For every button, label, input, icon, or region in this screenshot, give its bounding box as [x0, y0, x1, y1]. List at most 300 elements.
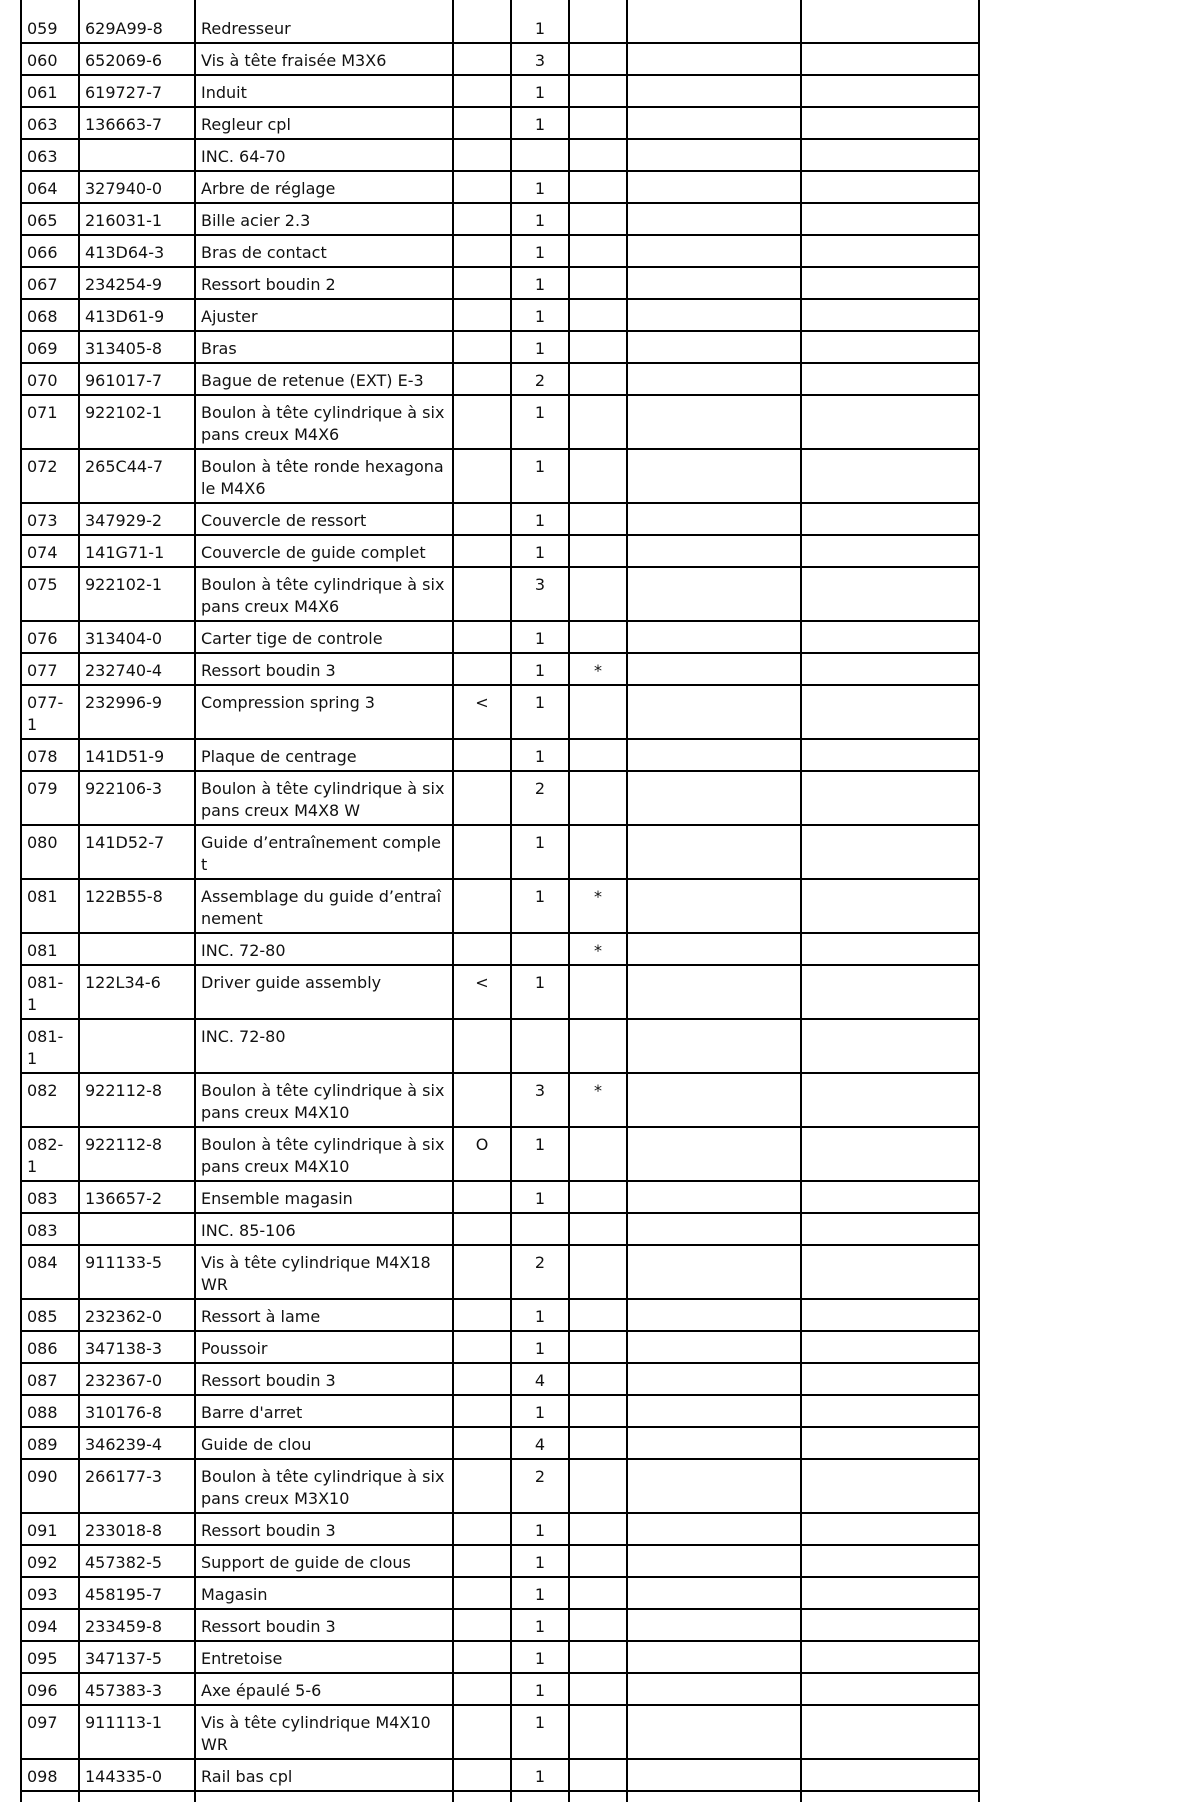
description-cell: Carter tige de controle [195, 621, 453, 653]
description-cell: Boulon à tête ronde hexagonale M4X6 [195, 449, 453, 503]
description-cell: Redresseur [195, 0, 453, 43]
note-mark-cell [569, 1641, 627, 1673]
item-number-cell: 060 [21, 43, 79, 75]
table-row [21, 1705, 979, 1759]
table-row [21, 825, 979, 879]
quantity-cell: 3 [511, 567, 569, 621]
quantity-cell: 1 [511, 621, 569, 653]
blank-cell [627, 1427, 801, 1459]
blank-cell [627, 299, 801, 331]
description-cell: Couvercle de guide complet [195, 535, 453, 567]
quantity-cell: 3 [511, 1073, 569, 1127]
description-cell: Vis à tête cylindrique M4X18 WR [195, 1245, 453, 1299]
item-number-cell: 067 [21, 267, 79, 299]
quantity-cell: 4 [511, 1363, 569, 1395]
part-number-cell: 922102-1 [79, 395, 195, 449]
note-mark-cell [569, 621, 627, 653]
table-row [21, 879, 979, 933]
part-number-cell: 413D64-3 [79, 235, 195, 267]
change-flag-cell [453, 235, 511, 267]
item-number-cell: 094 [21, 1609, 79, 1641]
table-row [21, 1641, 979, 1673]
description-cell: Entretoise [195, 1641, 453, 1673]
item-number-cell: 095 [21, 1641, 79, 1673]
part-number-cell: 234254-9 [79, 267, 195, 299]
quantity-cell: 1 [511, 235, 569, 267]
note-mark-cell [569, 299, 627, 331]
item-number-cell: 081 [21, 879, 79, 933]
note-mark-cell [569, 139, 627, 171]
quantity-cell: 1 [511, 107, 569, 139]
note-mark-cell [569, 1673, 627, 1705]
blank-cell [801, 1073, 979, 1127]
change-flag-cell [453, 879, 511, 933]
description-cell: Vis à tête fraisée M3X6 [195, 43, 453, 75]
quantity-cell: 3 [511, 43, 569, 75]
blank-cell [627, 267, 801, 299]
blank-cell [801, 299, 979, 331]
part-number-cell: 922106-3 [79, 771, 195, 825]
description-cell: Magasin [195, 1577, 453, 1609]
blank-cell [627, 0, 801, 43]
change-flag-cell [453, 299, 511, 331]
table-row-continuation [21, 1791, 979, 1802]
table-row [21, 203, 979, 235]
part-number-cell: 911113-1 [79, 1705, 195, 1759]
note-mark-cell [569, 171, 627, 203]
description-cell: Compression spring 3 [195, 685, 453, 739]
description-cell: Support de guide de clous [195, 1545, 453, 1577]
part-number-cell: 313404-0 [79, 621, 195, 653]
item-number-cell: 092 [21, 1545, 79, 1577]
blank-cell [801, 535, 979, 567]
blank-cell [627, 621, 801, 653]
table-row [21, 449, 979, 503]
change-flag-cell [453, 1395, 511, 1427]
part-number-cell: 922112-8 [79, 1127, 195, 1181]
blank-cell [801, 449, 979, 503]
table-row [21, 171, 979, 203]
blank-cell [627, 653, 801, 685]
table-row [21, 1181, 979, 1213]
change-flag-cell [453, 363, 511, 395]
item-number-cell: 069 [21, 331, 79, 363]
note-mark-cell [569, 0, 627, 43]
item-number-cell: 086 [21, 1331, 79, 1363]
blank-cell [801, 503, 979, 535]
change-flag-cell [453, 43, 511, 75]
blank-cell [627, 1019, 801, 1073]
quantity-cell: 1 [511, 171, 569, 203]
note-mark-cell [569, 43, 627, 75]
part-number-cell: 629A99-8 [79, 0, 195, 43]
part-number-cell: 347929-2 [79, 503, 195, 535]
note-mark-cell: * [569, 653, 627, 685]
part-number-cell: 265C44-7 [79, 449, 195, 503]
blank-cell [627, 1459, 801, 1513]
table-row [21, 1759, 979, 1791]
item-number-cell: 079 [21, 771, 79, 825]
table-row [21, 1673, 979, 1705]
blank-cell [627, 1577, 801, 1609]
description-cell: Boulon à tête cylindrique à six pans creux M4X8 W [195, 771, 453, 825]
change-flag-cell [453, 449, 511, 503]
table-row [21, 503, 979, 535]
blank-cell [801, 1019, 979, 1073]
part-number-cell: 136657-2 [79, 1181, 195, 1213]
blank-cell [801, 395, 979, 449]
blank-cell [627, 1395, 801, 1427]
item-number-cell: 083 [21, 1181, 79, 1213]
blank-cell [801, 107, 979, 139]
quantity-cell [511, 1213, 569, 1245]
part-number-cell: 122B55-8 [79, 879, 195, 933]
part-number-cell: 232362-0 [79, 1299, 195, 1331]
blank-cell [801, 75, 979, 107]
part-number-cell: 911133-5 [79, 1245, 195, 1299]
blank-cell [569, 1791, 627, 1802]
blank-cell [801, 653, 979, 685]
item-number-cell: 064 [21, 171, 79, 203]
note-mark-cell [569, 965, 627, 1019]
quantity-cell [511, 933, 569, 965]
blank-cell [627, 1363, 801, 1395]
table-row [21, 621, 979, 653]
part-number-cell: 141D52-7 [79, 825, 195, 879]
note-mark-cell [569, 363, 627, 395]
quantity-cell: 2 [511, 771, 569, 825]
part-number-cell: 313405-8 [79, 331, 195, 363]
blank-cell [627, 139, 801, 171]
quantity-cell: 4 [511, 1427, 569, 1459]
blank-cell [801, 879, 979, 933]
note-mark-cell [569, 1245, 627, 1299]
note-mark-cell [569, 1299, 627, 1331]
change-flag-cell [453, 1759, 511, 1791]
blank-cell [195, 1791, 453, 1802]
blank-cell [801, 1759, 979, 1791]
table-row [21, 363, 979, 395]
item-number-cell: 063 [21, 107, 79, 139]
note-mark-cell [569, 685, 627, 739]
change-flag-cell [453, 1577, 511, 1609]
item-number-cell: 077-1 [21, 685, 79, 739]
blank-cell [801, 1459, 979, 1513]
item-number-cell: 063 [21, 139, 79, 171]
change-flag-cell [453, 1705, 511, 1759]
part-number-cell: 266177-3 [79, 1459, 195, 1513]
table-row [21, 1299, 979, 1331]
item-number-cell: 087 [21, 1363, 79, 1395]
quantity-cell: 1 [511, 1181, 569, 1213]
quantity-cell: 1 [511, 299, 569, 331]
item-number-cell: 082 [21, 1073, 79, 1127]
description-cell: Poussoir [195, 1331, 453, 1363]
description-cell: Boulon à tête cylindrique à six pans creux M4X10 [195, 1127, 453, 1181]
quantity-cell: 1 [511, 825, 569, 879]
table-row [21, 139, 979, 171]
change-flag-cell [453, 1513, 511, 1545]
table-row [21, 1609, 979, 1641]
part-number-cell: 619727-7 [79, 75, 195, 107]
item-number-cell: 097 [21, 1705, 79, 1759]
note-mark-cell [569, 1609, 627, 1641]
table-row [21, 0, 979, 43]
quantity-cell: 1 [511, 879, 569, 933]
item-number-cell: 071 [21, 395, 79, 449]
quantity-cell [511, 139, 569, 171]
part-number-cell: 961017-7 [79, 363, 195, 395]
blank-cell [627, 449, 801, 503]
item-number-cell: 096 [21, 1673, 79, 1705]
part-number-cell: 922112-8 [79, 1073, 195, 1127]
blank-cell [627, 685, 801, 739]
blank-cell [627, 825, 801, 879]
quantity-cell: 1 [511, 1705, 569, 1759]
item-number-cell: 082-1 [21, 1127, 79, 1181]
blank-cell [627, 771, 801, 825]
blank-cell [801, 1363, 979, 1395]
table-row [21, 1213, 979, 1245]
blank-cell [627, 203, 801, 235]
note-mark-cell [569, 1459, 627, 1513]
table-row [21, 1513, 979, 1545]
table-row [21, 267, 979, 299]
table-row [21, 965, 979, 1019]
note-mark-cell [569, 203, 627, 235]
item-number-cell: 085 [21, 1299, 79, 1331]
change-flag-cell [453, 1073, 511, 1127]
description-cell: Couvercle de ressort [195, 503, 453, 535]
description-cell: Induit [195, 75, 453, 107]
table-row [21, 1577, 979, 1609]
quantity-cell: 1 [511, 1545, 569, 1577]
item-number-cell: 066 [21, 235, 79, 267]
quantity-cell: 1 [511, 739, 569, 771]
change-flag-cell [453, 1299, 511, 1331]
table-row [21, 1331, 979, 1363]
change-flag-cell [453, 395, 511, 449]
item-number-cell: 088 [21, 1395, 79, 1427]
note-mark-cell [569, 503, 627, 535]
change-flag-cell [453, 535, 511, 567]
quantity-cell: 1 [511, 965, 569, 1019]
quantity-cell: 1 [511, 203, 569, 235]
item-number-cell: 073 [21, 503, 79, 535]
quantity-cell: 1 [511, 1127, 569, 1181]
blank-cell [801, 739, 979, 771]
change-flag-cell [453, 1019, 511, 1073]
description-cell: Boulon à tête cylindrique à six pans creux M4X6 [195, 567, 453, 621]
table-row [21, 1459, 979, 1513]
change-flag-cell [453, 621, 511, 653]
blank-cell [801, 203, 979, 235]
blank-cell [801, 1513, 979, 1545]
change-flag-cell [453, 203, 511, 235]
note-mark-cell [569, 449, 627, 503]
change-flag-cell [453, 503, 511, 535]
blank-cell [627, 1213, 801, 1245]
note-mark-cell [569, 1363, 627, 1395]
change-flag-cell [453, 267, 511, 299]
description-cell: Ressort boudin 3 [195, 1363, 453, 1395]
table-row [21, 685, 979, 739]
quantity-cell: 1 [511, 0, 569, 43]
note-mark-cell [569, 1759, 627, 1791]
change-flag-cell [453, 1641, 511, 1673]
table-row [21, 235, 979, 267]
blank-cell [801, 267, 979, 299]
table-row [21, 1363, 979, 1395]
table-row [21, 1245, 979, 1299]
part-number-cell: 136663-7 [79, 107, 195, 139]
description-cell: INC. 85-106 [195, 1213, 453, 1245]
blank-cell [801, 171, 979, 203]
item-number-cell: 076 [21, 621, 79, 653]
change-flag-cell [453, 1181, 511, 1213]
item-number-cell: 081-1 [21, 965, 79, 1019]
table-row [21, 75, 979, 107]
description-cell: Bille acier 2.3 [195, 203, 453, 235]
blank-cell [627, 1641, 801, 1673]
description-cell: Driver guide assembly [195, 965, 453, 1019]
item-number-cell: 083 [21, 1213, 79, 1245]
note-mark-cell [569, 235, 627, 267]
part-number-cell: 232367-0 [79, 1363, 195, 1395]
note-mark-cell [569, 567, 627, 621]
blank-cell [801, 1641, 979, 1673]
change-flag-cell [453, 567, 511, 621]
blank-cell [801, 621, 979, 653]
blank-cell [627, 363, 801, 395]
blank-cell [627, 1759, 801, 1791]
part-number-cell [79, 1019, 195, 1073]
quantity-cell: 1 [511, 1577, 569, 1609]
description-cell: Ressort boudin 3 [195, 1513, 453, 1545]
table-row [21, 739, 979, 771]
change-flag-cell [453, 107, 511, 139]
description-cell: Barre d'arret [195, 1395, 453, 1427]
blank-cell [627, 1245, 801, 1299]
note-mark-cell [569, 739, 627, 771]
blank-cell [801, 825, 979, 879]
quantity-cell: 1 [511, 503, 569, 535]
change-flag-cell [453, 139, 511, 171]
item-number-cell: 077 [21, 653, 79, 685]
blank-cell [801, 1181, 979, 1213]
item-number-cell: 098 [21, 1759, 79, 1791]
description-cell: Boulon à tête cylindrique à six pans creux M3X10 [195, 1459, 453, 1513]
blank-cell [627, 331, 801, 363]
table-row [21, 933, 979, 965]
item-number-cell: 084 [21, 1245, 79, 1299]
note-mark-cell [569, 1395, 627, 1427]
quantity-cell [511, 1019, 569, 1073]
item-number-cell: 072 [21, 449, 79, 503]
blank-cell [627, 567, 801, 621]
item-number-cell: 081 [21, 933, 79, 965]
blank-cell [627, 1127, 801, 1181]
table-row [21, 1545, 979, 1577]
note-mark-cell [569, 1127, 627, 1181]
note-mark-cell [569, 1427, 627, 1459]
change-flag-cell: < [453, 685, 511, 739]
change-flag-cell [453, 0, 511, 43]
item-number-cell: 078 [21, 739, 79, 771]
note-mark-cell [569, 1705, 627, 1759]
note-mark-cell [569, 1513, 627, 1545]
blank-cell [627, 1609, 801, 1641]
item-number-cell: 061 [21, 75, 79, 107]
part-number-cell: 413D61-9 [79, 299, 195, 331]
change-flag-cell [453, 653, 511, 685]
blank-cell [627, 535, 801, 567]
quantity-cell: 1 [511, 1513, 569, 1545]
item-number-cell: 093 [21, 1577, 79, 1609]
blank-cell [627, 1331, 801, 1363]
quantity-cell: 1 [511, 1609, 569, 1641]
table-row [21, 107, 979, 139]
part-number-cell: 232740-4 [79, 653, 195, 685]
quantity-cell: 2 [511, 1459, 569, 1513]
blank-cell [627, 235, 801, 267]
description-cell: Ensemble magasin [195, 1181, 453, 1213]
change-flag-cell [453, 739, 511, 771]
note-mark-cell [569, 825, 627, 879]
part-number-cell: 144335-0 [79, 1759, 195, 1791]
change-flag-cell [453, 1363, 511, 1395]
part-number-cell: 327940-0 [79, 171, 195, 203]
description-cell: Guide de clou [195, 1427, 453, 1459]
blank-cell [627, 1673, 801, 1705]
quantity-cell: 1 [511, 653, 569, 685]
blank-cell [801, 363, 979, 395]
blank-cell [627, 965, 801, 1019]
part-number-cell: 458195-7 [79, 1577, 195, 1609]
description-cell: INC. 72-80 [195, 1019, 453, 1073]
blank-cell [627, 43, 801, 75]
note-mark-cell [569, 771, 627, 825]
description-cell: Assemblage du guide d’entraînement [195, 879, 453, 933]
change-flag-cell: O [453, 1127, 511, 1181]
quantity-cell: 1 [511, 331, 569, 363]
description-cell: Ressort boudin 3 [195, 1609, 453, 1641]
table-row [21, 43, 979, 75]
blank-cell [627, 503, 801, 535]
blank-cell [453, 1791, 511, 1802]
quantity-cell: 1 [511, 1641, 569, 1673]
quantity-cell: 1 [511, 449, 569, 503]
description-cell: Rail bas cpl [195, 1759, 453, 1791]
quantity-cell: 1 [511, 1299, 569, 1331]
description-cell: Ressort boudin 2 [195, 267, 453, 299]
blank-cell [801, 0, 979, 43]
item-number-cell: 080 [21, 825, 79, 879]
description-cell: INC. 72-80 [195, 933, 453, 965]
note-mark-cell [569, 395, 627, 449]
description-cell: Axe épaulé 5-6 [195, 1673, 453, 1705]
blank-cell [627, 171, 801, 203]
change-flag-cell [453, 75, 511, 107]
quantity-cell: 1 [511, 1759, 569, 1791]
item-number-cell: 070 [21, 363, 79, 395]
description-cell: Bras [195, 331, 453, 363]
table-row [21, 771, 979, 825]
blank-cell [801, 685, 979, 739]
blank-cell [801, 235, 979, 267]
blank-cell [801, 771, 979, 825]
note-mark-cell [569, 1331, 627, 1363]
